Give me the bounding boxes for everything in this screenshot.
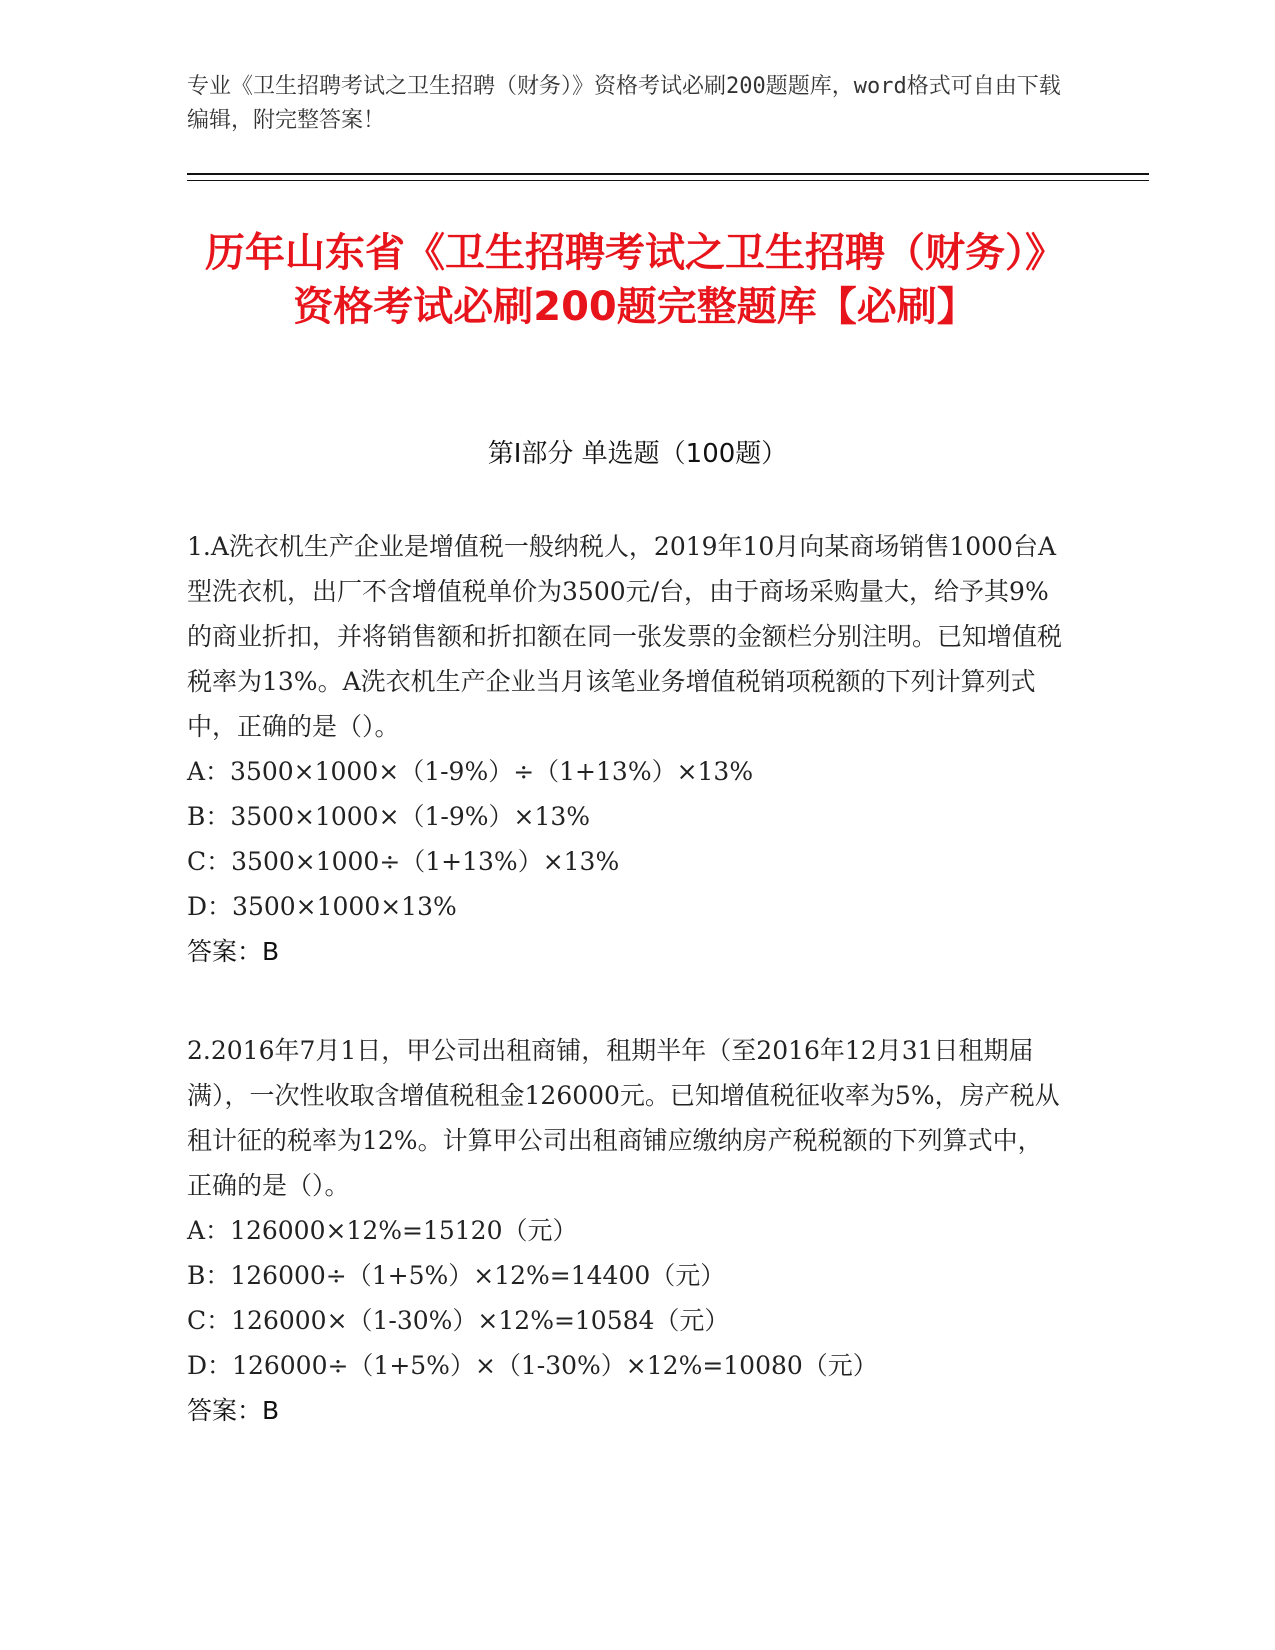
- question-stem: 2.2016年7月1日，甲公司出租商铺，租期半年（至2016年12月31日租期届满），一次性收取含增值税租金126000元。已知增值税征收率为5%，房产税从租计征的税率为12%。计算甲公司出租商铺应缴纳房产税税额的下列算式中，正确的是（）。: [187, 1036, 1060, 1200]
- answer: 答案：B: [187, 937, 280, 966]
- option-c: C：3500×1000÷（1+13%）×13%: [187, 847, 620, 876]
- section-heading: 第Ⅰ部分 单选题（100题）: [487, 439, 788, 469]
- document-title: 历年山东省《卫生招聘考试之卫生招聘（财务）》资格考试必刷200题完整题库【必刷】: [205, 230, 1065, 330]
- option-b: B：3500×1000×（1-9%）×13%: [187, 802, 591, 831]
- answer: 答案：B: [187, 1396, 280, 1425]
- header-divider-thick: [187, 173, 1149, 175]
- option-a: A：126000×12%=15120（元）: [187, 1216, 578, 1245]
- option-a: A：3500×1000×（1-9%）÷（1+13%）×13%: [187, 757, 754, 786]
- question-stem: 1.A洗衣机生产企业是增值税一般纳税人，2019年10月向某商场销售1000台A型洗衣机，出厂不含增值税单价为3500元/台，由于商场采购量大，给予其9%的商业折扣，并将销售额和折扣额在同一张发票的金额栏分别注明。已知增值税税率为13%。A洗衣机生产企业当月该笔业务增值税销项税额的下列计算列式中，正确的是（）。: [187, 532, 1063, 741]
- option-b: B：126000÷（1+5%）×12%=14400（元）: [187, 1261, 726, 1290]
- option-d: D：126000÷（1+5%）×（1-30%）×12%=10080（元）: [187, 1351, 878, 1380]
- question-1: [187, 524, 1067, 974]
- option-c: C：126000×（1-30%）×12%=10584（元）: [187, 1306, 730, 1335]
- question-2: [187, 1028, 1067, 1433]
- header-note: 专业《卫生招聘考试之卫生招聘（财务）》资格考试必刷200题题库，word格式可自由下载编辑，附完整答案！: [187, 74, 1061, 133]
- option-d: D：3500×1000×13%: [187, 892, 457, 921]
- header-divider-thin: [187, 180, 1149, 181]
